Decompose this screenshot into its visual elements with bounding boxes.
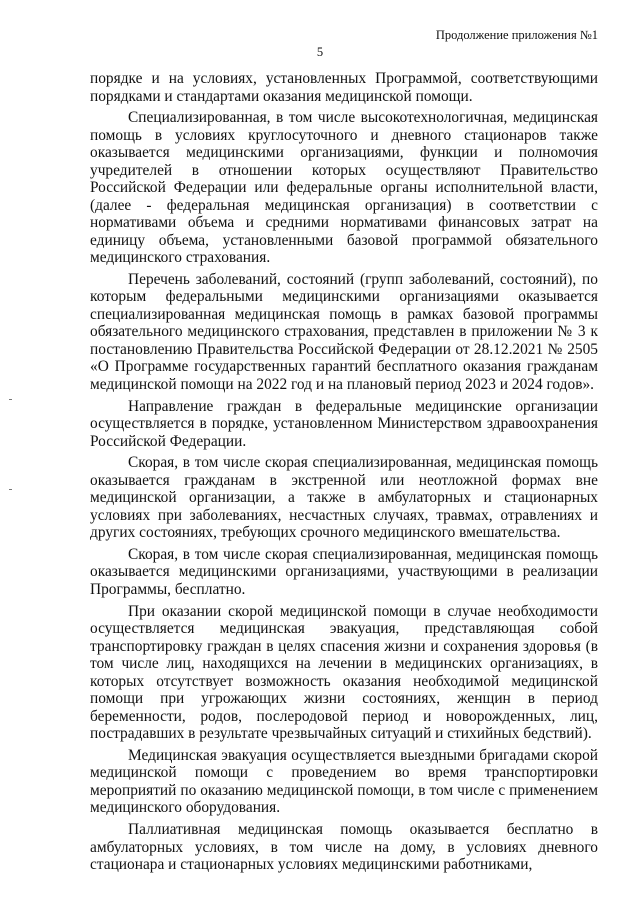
paragraph: Паллиативная медицинская помощь оказывается бесплатно в амбулаторных условиях, в том числе на дому, в условиях дневного стационара и стационарных условиях медицинскими работниками, — [90, 821, 598, 873]
paragraph: порядке и на условиях, установленных Программой, соответствующими порядками и стандартами оказания медицинской помощи. — [90, 70, 598, 105]
paragraph: Скорая, в том числе скорая специализированная, медицинская помощь оказывается медицинскими организациями, участвующими в реализации Программы, бесплатно. — [90, 545, 598, 598]
appendix-continuation-note: Продолжение приложения №1 — [435, 28, 598, 42]
paragraph: При оказании скорой медицинской помощи в случае необходимости осуществляется медицинская эвакуация, представляющая собой транспортировку граждан в целях спасения жизни и сохранения здоровья (в том числе лиц, находящихся на лечении в медицинских организациях, в которых отсутствует возможность оказания необходимой медицинской помощи при угрожающих жизни состояниях, женщин в период беременности, родов, послеродовой период и новорожденных, лиц, пострадавших в результате чрезвычайных ситуаций и стихийных бедствий). — [90, 602, 598, 743]
body-text — [90, 70, 598, 878]
paragraph: Перечень заболеваний, состояний (групп заболеваний, состояний), по которым федеральными медицинскими организациями оказывается специализированная медицинская помощь в рамках базовой программы обязательного медицинского страхования, представлен в приложении № 3 к постановлению Правительства Российской Федерации от 28.12.2021 № 2505 «О Программе государственных гарантий бесплатного оказания гражданам медицинской помощи на 2022 год и на плановый период 2023 и 2024 годов». — [90, 270, 598, 393]
margin-scan-mark — [9, 489, 12, 490]
paragraph: Скорая, в том числе скорая специализированная, медицинская помощь оказывается гражданам в экстренной или неотложной формах вне медицинской организации, а также в амбулаторных и стационарных условиях при заболеваниях, несчастных случаях, травмах, отравлениях и других состояниях, требующих срочного медицинского вмешательства. — [90, 454, 598, 542]
page-number: 5 — [316, 45, 324, 59]
paragraph: Направление граждан в федеральные медицинские организации осуществляется в порядке, установленном Министерством здравоохранения Российской Федерации. — [90, 397, 598, 450]
margin-scan-mark — [9, 399, 12, 400]
paragraph: Медицинская эвакуация осуществляется выездными бригадами скорой медицинской помощи с проведением во время транспортировки мероприятий по оказанию медицинской помощи, в том числе с применением медицинского оборудования. — [90, 746, 598, 817]
paragraph: Специализированная, в том числе высокотехнологичная, медицинская помощь в условиях круглосуточного и дневного стационаров также оказывается медицинскими организациями, функции и полномочия учредителей в отношении которых осуществляют Правительство Российской Федерации или федеральные органы исполнительной власти, (далее - федеральная медицинская организация) в соответствии с нормативами объема и средними нормативами финансовых затрат на единицу объема, установленными базовой программой обязательного медицинского страхования. — [90, 109, 598, 267]
